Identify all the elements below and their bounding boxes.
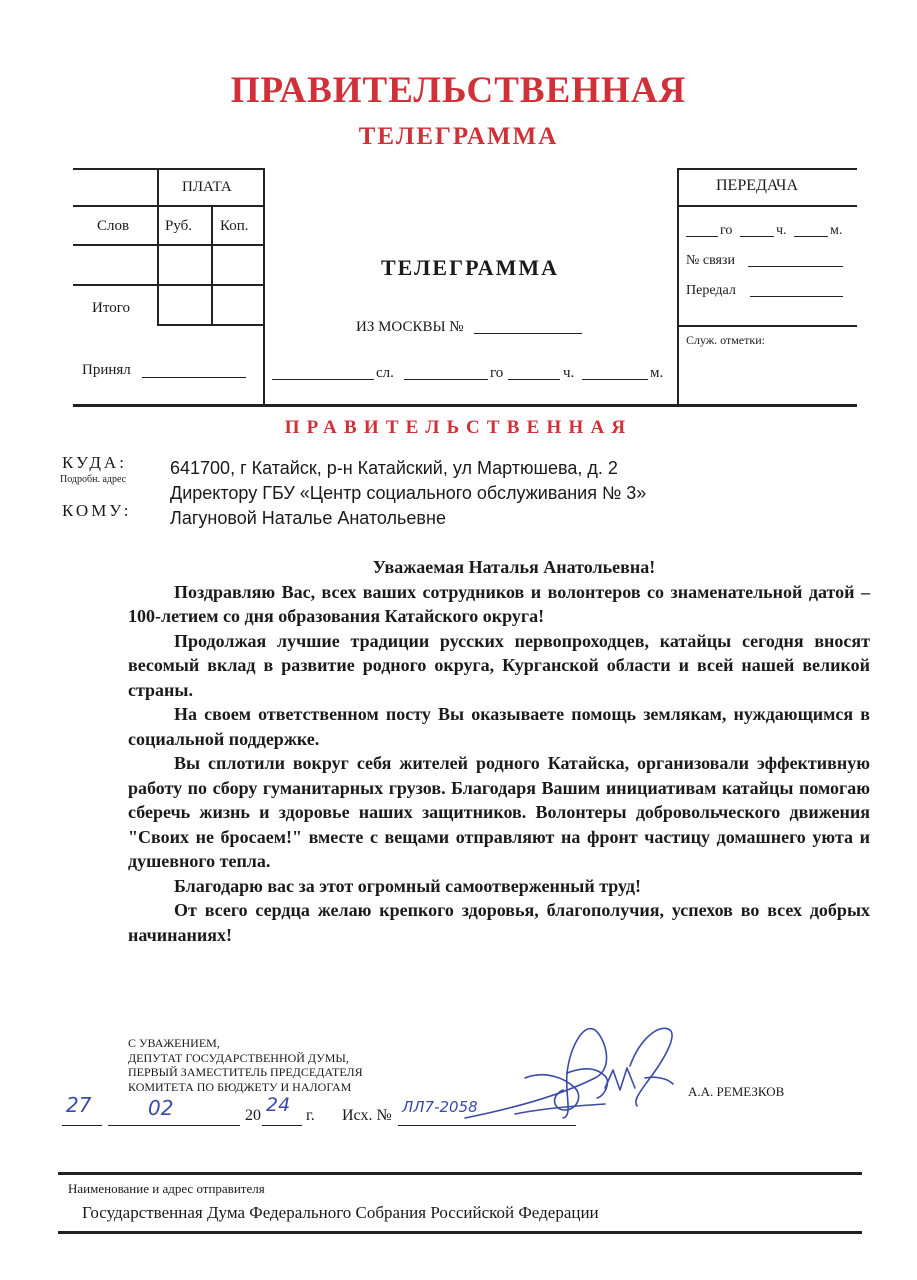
paragraph: Благодарю вас за этот огромный самоотверженный труд!: [174, 875, 641, 896]
signature-block: [128, 1036, 363, 1094]
paragraph: От всего сердца желаю крепкого здоровья, благополучия, успехов во всех добрых начинаниях!: [128, 900, 870, 945]
peredal-field: [750, 283, 843, 297]
ish-label: Исх. №: [342, 1107, 392, 1124]
banner-title: ПРАВИТЕЛЬСТВЕННАЯ: [284, 417, 633, 438]
form-line: [679, 168, 857, 170]
year-suffix: 24: [266, 1094, 291, 1116]
sender-name: Государственная Дума Федерального Собрания Российской Федерации: [82, 1203, 599, 1222]
signature-line: ПЕРВЫЙ ЗАМЕСТИТЕЛЬ ПРЕДСЕДАТЕЛЯ: [128, 1065, 363, 1079]
message-body: [128, 555, 870, 947]
peredacha-min-field: [794, 223, 828, 237]
bottom-m-label: м.: [650, 365, 664, 381]
signature-line: КОМИТЕТА ПО БЮДЖЕТУ И НАЛОГАМ: [128, 1079, 352, 1094]
komu-label: КОМУ:: [62, 501, 132, 520]
bottom-go-label: го: [490, 365, 504, 381]
sender-top-line: [58, 1172, 862, 1175]
from-moscow-field: [474, 320, 582, 334]
itogo-label: Итого: [92, 300, 130, 316]
peredal-label: Передал: [686, 283, 736, 298]
peredacha-m-label: м.: [830, 223, 843, 238]
form-line: [73, 284, 265, 286]
address-line-3: Лагуновой Наталье Анатольевне: [170, 508, 446, 528]
year-prefix: 20: [245, 1107, 261, 1124]
year-g: г.: [306, 1107, 315, 1124]
form-line: [677, 168, 679, 406]
form-line: [211, 205, 213, 326]
center-title: ТЕЛЕГРАММА: [380, 255, 560, 280]
bottom-field-min: [582, 366, 648, 380]
signature-line: С УВАЖЕНИЕМ,: [128, 1036, 220, 1050]
form-line: [679, 205, 857, 207]
from-moscow-label: ИЗ МОСКВЫ №: [356, 319, 464, 335]
kuda-label: КУДА:: [62, 453, 127, 472]
bottom-field-day: [404, 366, 488, 380]
peredacha-label: ПЕРЕДАЧА: [716, 177, 798, 194]
bottom-ch-label: ч.: [563, 365, 575, 381]
paragraph: Продолжая лучшие традиции русских первопроходцев, катайцы сегодня вносят весомый вклад в развитие родного округа, Курганской области и всей нашей великой страны.: [128, 630, 870, 700]
paragraph: Вы сплотили вокруг себя жителей родного Катайска, организовали эффективную работу по сбору гуманитарных грузов. Благодаря Вашим инициативам катайцы помогаю сберечь жизнь и здоровье наших защитников. Волонтеры добровольческого движения "Своих не бросаем!" вместе с вещами отправляют на фронт частицу домашнего уюта и душевного тепла.: [128, 753, 870, 871]
slov-label: Слов: [97, 218, 130, 234]
sender-bottom-line: [58, 1231, 862, 1234]
bottom-sl-label: сл.: [376, 365, 394, 381]
ish-value: ЛЛ7-2058: [402, 1098, 478, 1116]
podrobn-label: Подробн. адрес: [60, 474, 127, 485]
form-line: [73, 244, 265, 246]
form-line: [73, 404, 857, 407]
paragraph: На своем ответственном посту Вы оказываете помощь землякам, нуждающимся в социальной поддержке.: [128, 704, 870, 749]
form-line: [679, 325, 857, 327]
kop-label: Коп.: [220, 218, 249, 234]
form-line: [157, 168, 159, 326]
peredacha-hour-field: [740, 223, 774, 237]
nom-svyazi-label: № связи: [686, 253, 735, 268]
date-month: 02: [148, 1096, 174, 1120]
plata-label: ПЛАТА: [182, 179, 232, 195]
peredacha-go-label: го: [720, 223, 733, 238]
form-line: [263, 168, 265, 406]
greeting: Уважаемая Наталья Анатольевна!: [372, 557, 656, 577]
header-title: ПРАВИТЕЛЬСТВЕННАЯ: [230, 70, 687, 111]
nom-svyazi-field: [748, 253, 843, 267]
peredacha-ch-label: ч.: [776, 223, 787, 238]
peredacha-day-field: [686, 223, 718, 237]
form-line: [73, 205, 265, 207]
prinyal-label: Принял: [82, 362, 131, 378]
address-line-1: 641700, г Катайск, р-н Катайский, ул Мартюшева, д. 2: [170, 458, 618, 478]
prinyal-field: [142, 364, 246, 378]
signature-line: ДЕПУТАТ ГОСУДАРСТВЕННОЙ ДУМЫ,: [128, 1050, 349, 1065]
bottom-field-hour: [508, 366, 560, 380]
paragraph: Поздравляю Вас, всех ваших сотрудников и волонтеров со знаменательной датой –100-летием со дня образования Катайского округа!: [128, 581, 870, 626]
signer-name: А.А. РЕМЕЗКОВ: [688, 1084, 785, 1099]
address-line-2: Директору ГБУ «Центр социального обслуживания № 3»: [170, 483, 647, 503]
sluzh-label: Служ. отметки:: [686, 333, 765, 347]
form-line: [73, 168, 265, 170]
bottom-field-words: [272, 366, 374, 380]
sender-label: Наименование и адрес отправителя: [68, 1181, 265, 1196]
date-month-field: [108, 1112, 240, 1126]
date-day: 27: [66, 1093, 92, 1117]
header-subtitle: ТЕЛЕГРАММА: [358, 123, 559, 150]
rub-label: Руб.: [165, 218, 193, 234]
